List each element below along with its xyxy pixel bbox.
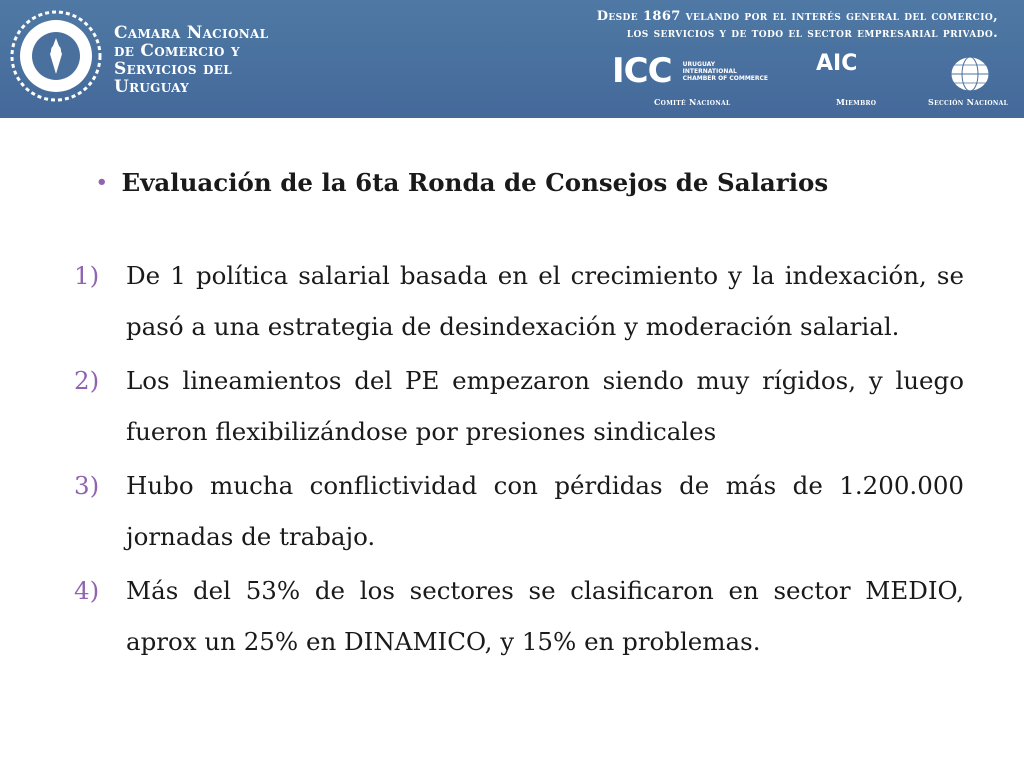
motto-line: los servicios y de todo el sector empresarial privado. [626,26,998,41]
list-item [68,250,964,352]
header-banner [0,0,1024,118]
list-item-number: 1) [74,261,100,290]
list-item-text: Los lineamientos del PE empezaron siendo muy rígidos, y luego fueron flexibilizándose por presiones sindicales [126,366,964,446]
seccion-caption: Sección Nacional [928,97,1009,107]
icc-logo-line: URUGUAY [682,60,716,68]
aic-caption: Miembro [836,97,877,107]
chamber-seal-logo [10,10,102,102]
organization-line: Servicios del [114,59,232,79]
motto-line: Desde 1867 velando por el interés general del comercio, [596,9,998,24]
organization-line: Uruguay [114,77,189,97]
list-item [68,460,964,562]
organization-name [114,24,268,96]
list-item [68,565,964,667]
slide-heading-text: Evaluación de la 6ta Ronda de Consejos de Salarios [121,168,829,197]
bullet-icon: • [96,172,108,193]
motto [597,8,998,42]
organization-line: de Comercio y [114,41,240,61]
list-item-number: 2) [74,366,100,395]
list-item-text: Hubo mucha conflictividad con pérdidas de más de 1.200.000 jornadas de trabajo. [126,471,964,551]
organization-line: Camara Nacional [114,23,269,43]
aic-logo [816,52,857,76]
list-item-number: 3) [74,471,100,500]
list-item-text: Más del 53% de los sectores se clasificaron en sector MEDIO, aprox un 25% en DINAMICO, y 15% en problemas. [126,576,964,656]
list-item [68,355,964,457]
icc-caption: Comité Nacional [654,97,731,107]
slide-content [0,118,1024,768]
icc-mark: ICC [612,51,672,91]
slide-heading [96,168,828,197]
icc-logo-line: CHAMBER OF COMMERCE [682,74,769,82]
list-item-number: 4) [74,576,100,605]
icc-logo-text [683,61,768,82]
numbered-list [68,250,964,670]
list-item-text: De 1 política salarial basada en el crecimiento y la indexación, se pasó a una estrategia de desindexación y moderación salarial. [126,261,964,341]
aic-mark: AIC [816,51,858,76]
icc-logo-line: INTERNATIONAL [682,67,737,75]
globe-icon [948,54,992,94]
icc-logo [612,52,768,90]
